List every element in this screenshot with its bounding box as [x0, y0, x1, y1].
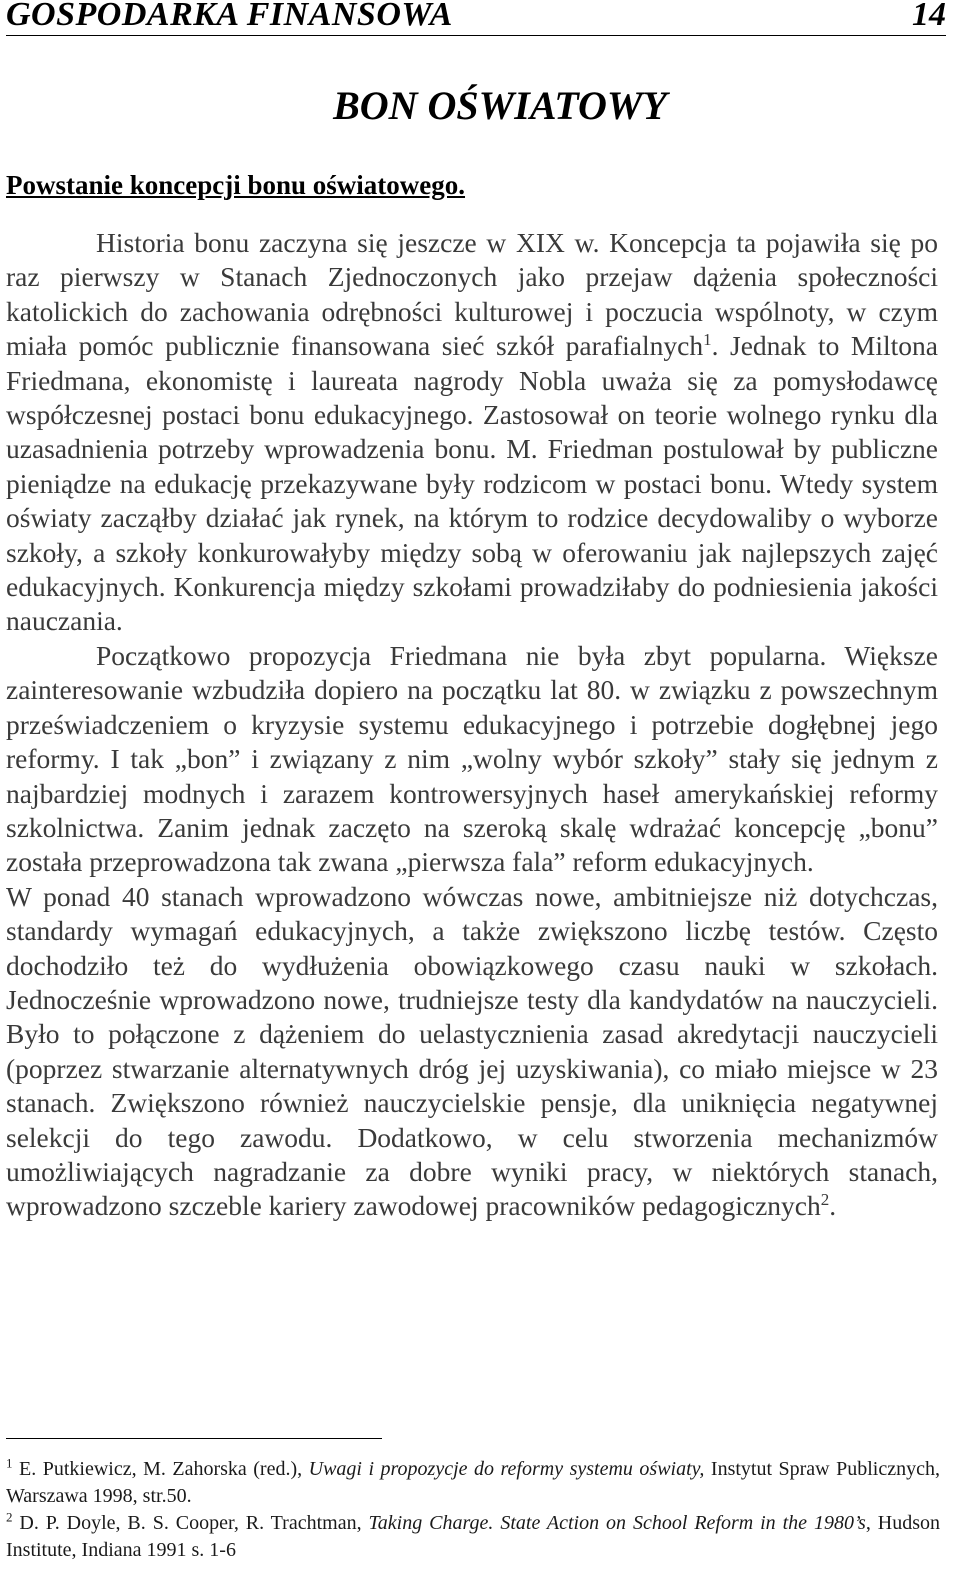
footnote-2-number: 2	[6, 1509, 13, 1525]
header-rule	[6, 35, 946, 36]
footnote-separator	[6, 1438, 382, 1439]
footnote-1-post: Instytut Spraw Publicznych, Warszawa 1998, str.50.	[6, 1458, 940, 1507]
page-title: BON OŚWIATOWY	[333, 83, 667, 128]
paragraph-3-text-a: W ponad 40 stanach wprowadzono wówczas nowe, ambitniejsze niż dotychczas, standardy wymagań edukacyjnych, a także zwiększono liczbę testów. Często dochodziło też do wydłużenia obowiązkowego czasu nauki w szkołach. Jednocześnie wprowadzono nowe, trudniejsze testy dla kandydatów na nauczycieli. Było to połączone z dążeniem do uelastycznienia zasad akredytacji nauczycieli (poprzez stwarzanie alternatywnych dróg jej uzyskiwania), co miało miejsce w 23 stanach. Zwiększono również nauczycielskie pensje, dla uniknięcia negatywnej selekcji do tego zawodu. Dodatkowo, w celu stworzenia mechanizmów umożliwiających nagradzanie za dobre wyniki pracy, w niektórych stanach, wprowadzono szczeble kariery zawodowej pracowników pedagogicznych	[6, 880, 938, 1222]
footnote-2-pre: D. P. Doyle, B. S. Cooper, R. Trachtman,	[12, 1512, 369, 1534]
footnote-1	[6, 1456, 940, 1510]
paragraph-3-text-b: .	[829, 1190, 837, 1222]
footnote-1-title: Uwagi i propozycje do reformy systemu oświaty,	[308, 1458, 705, 1480]
paragraph-1-text-a: Historia bonu zaczyna się jeszcze w XIX w. Koncepcja ta pojawiła się po raz pierwszy w Stanach Zjednoczonych jako przejaw dążenia społeczności katolickich do zachowania odrębności kulturowej i poczucia wspólnoty, w czym miała pomóc publicznie finansowana sieć szkół parafialnych	[6, 227, 938, 362]
paragraph-1	[6, 226, 938, 639]
footnote-2	[6, 1510, 940, 1564]
footnotes	[6, 1456, 940, 1564]
header-title: GOSPODARKA FINANSOWA	[6, 0, 453, 33]
paragraph-2: Początkowo propozycja Friedmana nie była zbyt popularna. Większe zainteresowanie wzbudziła dopiero na początku lat 80. w związku z powszechnym przeświadczeniem o kryzysie systemu edukacyjnego i potrzebie dogłębnej jego reformy. I tak „bon” i związany z nim „wolny wybór szkoły” stały się jednym z najbardziej modnych i zarazem kontrowersyjnych haseł amerykańskiej reformy szkolnictwa. Zanim jednak zaczęto na szeroką skalę wdrażać koncepcję „bonu” została przeprowadzona tak zwana „pierwsza fala” reform edukacyjnych.	[6, 639, 938, 878]
page-number: 14	[912, 0, 946, 33]
footnote-ref-2: 2	[820, 1190, 830, 1210]
footnote-1-pre: E. Putkiewicz, M. Zahorska (red.),	[12, 1458, 309, 1480]
footnote-1-number: 1	[6, 1455, 13, 1471]
paragraph-3	[6, 880, 938, 1224]
running-header	[6, 0, 946, 36]
footnote-2-title: Taking Charge. State Action on School Reform in the 1980’s	[368, 1512, 866, 1534]
body-text	[6, 226, 938, 1224]
paragraph-1-text-b: . Jednak to Miltona Friedmana, ekonomistę i laureata nagrody Nobla uważa się za pomysłodawcę współczesnej postaci bonu edukacyjnego. Zastosował on teorie wolnego rynku dla uzasadnienia potrzeby wprowadzenia bonu. M. Friedman postulował by publiczne pieniądze na edukację przekazywane były rodzicom w postaci bonu. Wtedy system oświaty zacząłby działać jak rynek, na którym to rodzice decydowaliby o wyborze szkoły, a szkoły konkurowałyby między sobą w oferowaniu jak najlepszych zajęć edukacyjnych. Konkurencja między szkołami prowadziłaby do podniesienia jakości nauczania.	[6, 330, 938, 637]
footnote-2-post: , Hudson Institute, Indiana 1991 s. 1-6	[6, 1512, 940, 1561]
section-heading: Powstanie koncepcji bonu oświatowego.	[6, 170, 466, 200]
footnote-ref-1: 1	[703, 330, 712, 350]
